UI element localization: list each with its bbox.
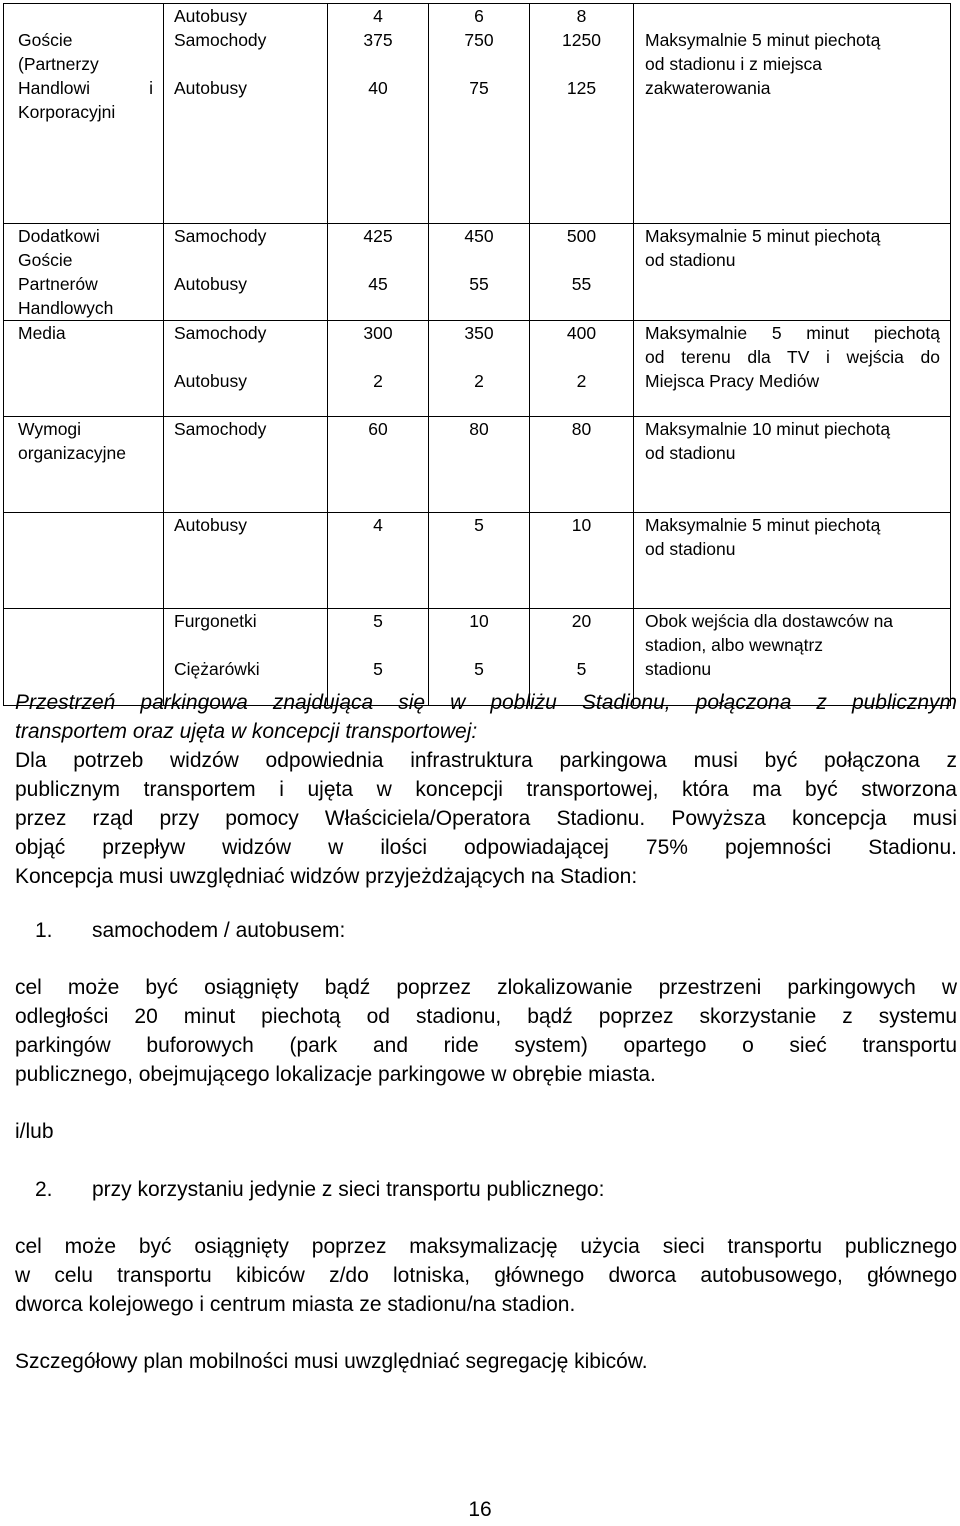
cell-value: 425 [363, 226, 393, 246]
cell-value: 45 [368, 274, 388, 294]
cell-value: 55 [469, 274, 489, 294]
capacity-value-cell [429, 224, 530, 321]
list-text: przy korzystaniu jedynie z sieci transportu publicznego: [92, 1178, 605, 1201]
cell-value: 5 [474, 515, 484, 535]
paragraph-line: Koncepcja musi uwzględniać widzów przyjeżdżających na Stadion: [15, 865, 638, 888]
cell-value: Samochody [174, 323, 267, 343]
parking-requirements-table [3, 3, 951, 706]
vehicle-type-cell [164, 513, 328, 609]
note-line: Maksymalnie 5 minut piechotą [645, 30, 881, 50]
category-cell [4, 417, 164, 513]
category-line: Dodatkowi [18, 226, 100, 246]
paragraph-car [15, 973, 957, 1089]
category-cell [4, 224, 164, 321]
note-line: od stadionu [645, 443, 736, 463]
cell-value: 6 [474, 6, 484, 26]
category-line: Wymogi [18, 419, 82, 439]
cell-value: 375 [363, 30, 393, 50]
paragraph-line: publicznym transportem i ujęta w koncepcji transportowej, która ma być stworzona [15, 778, 957, 801]
vehicle-type-cell [164, 224, 328, 321]
cell-value: 125 [566, 78, 597, 98]
note-line: od stadionu [645, 250, 736, 270]
list-item-2 [15, 1175, 957, 1204]
page-number: 16 [468, 1498, 492, 1521]
list-number: 2. [35, 1178, 53, 1201]
paragraph-line: cel może być osiągnięty bądź poprzez zlokalizowanie przestrzeni parkingowych w [15, 976, 957, 999]
capacity-value-cell [328, 513, 429, 609]
category-line: (Partnerzy [18, 54, 99, 74]
paragraph-public-transport [15, 1232, 957, 1319]
note-line: od terenu dla TV i wejścia do [645, 347, 940, 367]
capacity-value-cell [328, 417, 429, 513]
capacity-value-cell [429, 321, 530, 417]
list-number: 1. [35, 919, 53, 942]
category-cell [4, 513, 164, 609]
cell-value: 5 [576, 659, 587, 679]
cell-value: Autobusy [174, 78, 247, 98]
category-line: Goście [18, 250, 73, 270]
cell-value: 40 [368, 78, 388, 98]
cell-value: 1250 [562, 30, 601, 50]
cell-value: 80 [571, 419, 592, 439]
paragraph-line: Dla potrzeb widzów odpowiednia infrastruktura parkingowa musi być połączona z [15, 749, 957, 772]
category-line: Partnerów [18, 274, 98, 294]
capacity-value-cell [328, 224, 429, 321]
and-or-label [15, 1117, 957, 1146]
distance-note-cell [634, 4, 951, 224]
cell-value: 400 [566, 323, 597, 343]
category-cell [4, 4, 164, 224]
note-line: zakwaterowania [645, 78, 771, 98]
list-text: samochodem / autobusem: [92, 919, 346, 942]
note-line: Maksymalnie 10 minut piechotą [645, 419, 891, 439]
cell-value: Autobusy [174, 515, 247, 535]
cell-value: 350 [464, 323, 494, 343]
cell-value: 55 [571, 274, 592, 294]
cell-value: 20 [571, 611, 592, 631]
table-row [4, 321, 951, 417]
capacity-value-cell [530, 513, 634, 609]
table-row [4, 513, 951, 609]
distance-note-cell [634, 224, 951, 321]
paragraph-mobility-plan [15, 1347, 957, 1376]
list-item-1 [15, 916, 957, 945]
table-row [4, 417, 951, 513]
cell-value: Furgonetki [174, 611, 257, 631]
note-line: stadionu [645, 659, 712, 679]
cell-value: 2 [373, 371, 383, 391]
cell-value: 8 [576, 6, 587, 26]
cell-value: 4 [373, 6, 383, 26]
distance-note-cell [634, 417, 951, 513]
cell-value: Autobusy [174, 274, 247, 294]
category-line: organizacyjne [18, 443, 126, 463]
note-line: od stadionu i z miejsca [645, 54, 823, 74]
paragraph-line: objąć przepływ widzów w ilości odpowiadającej 75% pojemności Stadionu. [15, 836, 957, 859]
distance-note-cell [634, 513, 951, 609]
category-cell [4, 321, 164, 417]
paragraph-line: dworca kolejowego i centrum miasta ze stadionu/na stadion. [15, 1293, 576, 1316]
cell-value: 10 [571, 515, 592, 535]
distance-note-cell [634, 321, 951, 417]
capacity-value-cell [429, 417, 530, 513]
capacity-value-cell [530, 417, 634, 513]
cell-value: 10 [469, 611, 489, 631]
paragraph-line: publicznego, obejmującego lokalizacje parkingowe w obrębie miasta. [15, 1063, 656, 1086]
cell-value: 5 [373, 611, 383, 631]
cell-value: Autobusy [174, 6, 247, 26]
cell-value: 4 [373, 515, 383, 535]
cell-value: 75 [469, 78, 489, 98]
note-line: od stadionu [645, 539, 736, 559]
table-row [4, 224, 951, 321]
cell-value: Samochody [174, 30, 267, 50]
cell-value: Samochody [174, 419, 267, 439]
category-line [18, 4, 153, 28]
category-line: Media [18, 323, 66, 343]
category-line: Korporacyjni [18, 102, 116, 122]
note-line [645, 4, 940, 28]
cell-value: 750 [464, 30, 494, 50]
cell-value: 5 [373, 659, 383, 679]
cell-value: 5 [474, 659, 484, 679]
note-line: Maksymalnie 5 minut piechotą [645, 323, 940, 343]
note-line: stadion, albo wewnątrz [645, 635, 824, 655]
paragraph-line: przez rząd przy pomocy Właściciela/Operatora Stadionu. Powyższa koncepcja musi [15, 807, 957, 830]
paragraph-line: w celu transportu kibiców z/do lotniska, głównego dworca autobusowego, głównego [15, 1264, 957, 1287]
parking-section [15, 688, 957, 891]
category-line: Handlowi i [18, 78, 153, 98]
cell-value: Samochody [174, 226, 267, 246]
vehicle-type-cell [164, 417, 328, 513]
note-line: Maksymalnie 5 minut piechotą [645, 515, 881, 535]
cell-value: Ciężarówki [174, 659, 260, 679]
paragraph-line: Szczegółowy plan mobilności musi uwzględniać segregację kibiców. [15, 1350, 648, 1373]
capacity-value-cell [530, 224, 634, 321]
category-line: Handlowych [18, 298, 114, 318]
paragraph-line: odległości 20 minut piechotą od stadionu, bądź poprzez skorzystanie z systemu [15, 1005, 957, 1028]
note-line: Maksymalnie 5 minut piechotą [645, 226, 881, 246]
note-line: Obok wejścia dla dostawców na [645, 611, 894, 631]
capacity-value-cell [429, 513, 530, 609]
capacity-value-cell [530, 321, 634, 417]
capacity-value-cell [530, 4, 634, 224]
vehicle-type-cell [164, 4, 328, 224]
cell-value: 2 [576, 371, 587, 391]
cell-value: 60 [368, 419, 388, 439]
paragraph-line: parkingów buforowych (park and ride system) opartego o sieć transportu [15, 1034, 957, 1057]
section-heading-line: transportem oraz ujęta w koncepcji transportowej: [15, 720, 478, 743]
cell-value: 2 [474, 371, 484, 391]
table-row [4, 4, 951, 224]
note-line: Miejsca Pracy Mediów [645, 371, 820, 391]
cell-value: 450 [464, 226, 494, 246]
and-or-text: i/lub [15, 1120, 54, 1143]
paragraph-line: cel może być osiągnięty poprzez maksymalizację użycia sieci transportu publicznego [15, 1235, 957, 1258]
cell-value: Autobusy [174, 371, 247, 391]
vehicle-type-cell [164, 321, 328, 417]
cell-value: 300 [363, 323, 393, 343]
capacity-value-cell [328, 4, 429, 224]
section-heading-line: Przestrzeń parkingowa znajdująca się w pobliżu Stadionu, połączona z publicznym [15, 691, 957, 714]
capacity-value-cell [429, 4, 530, 224]
capacity-value-cell [328, 321, 429, 417]
category-line: Goście [18, 30, 73, 50]
cell-value: 80 [469, 419, 489, 439]
cell-value: 500 [566, 226, 597, 246]
